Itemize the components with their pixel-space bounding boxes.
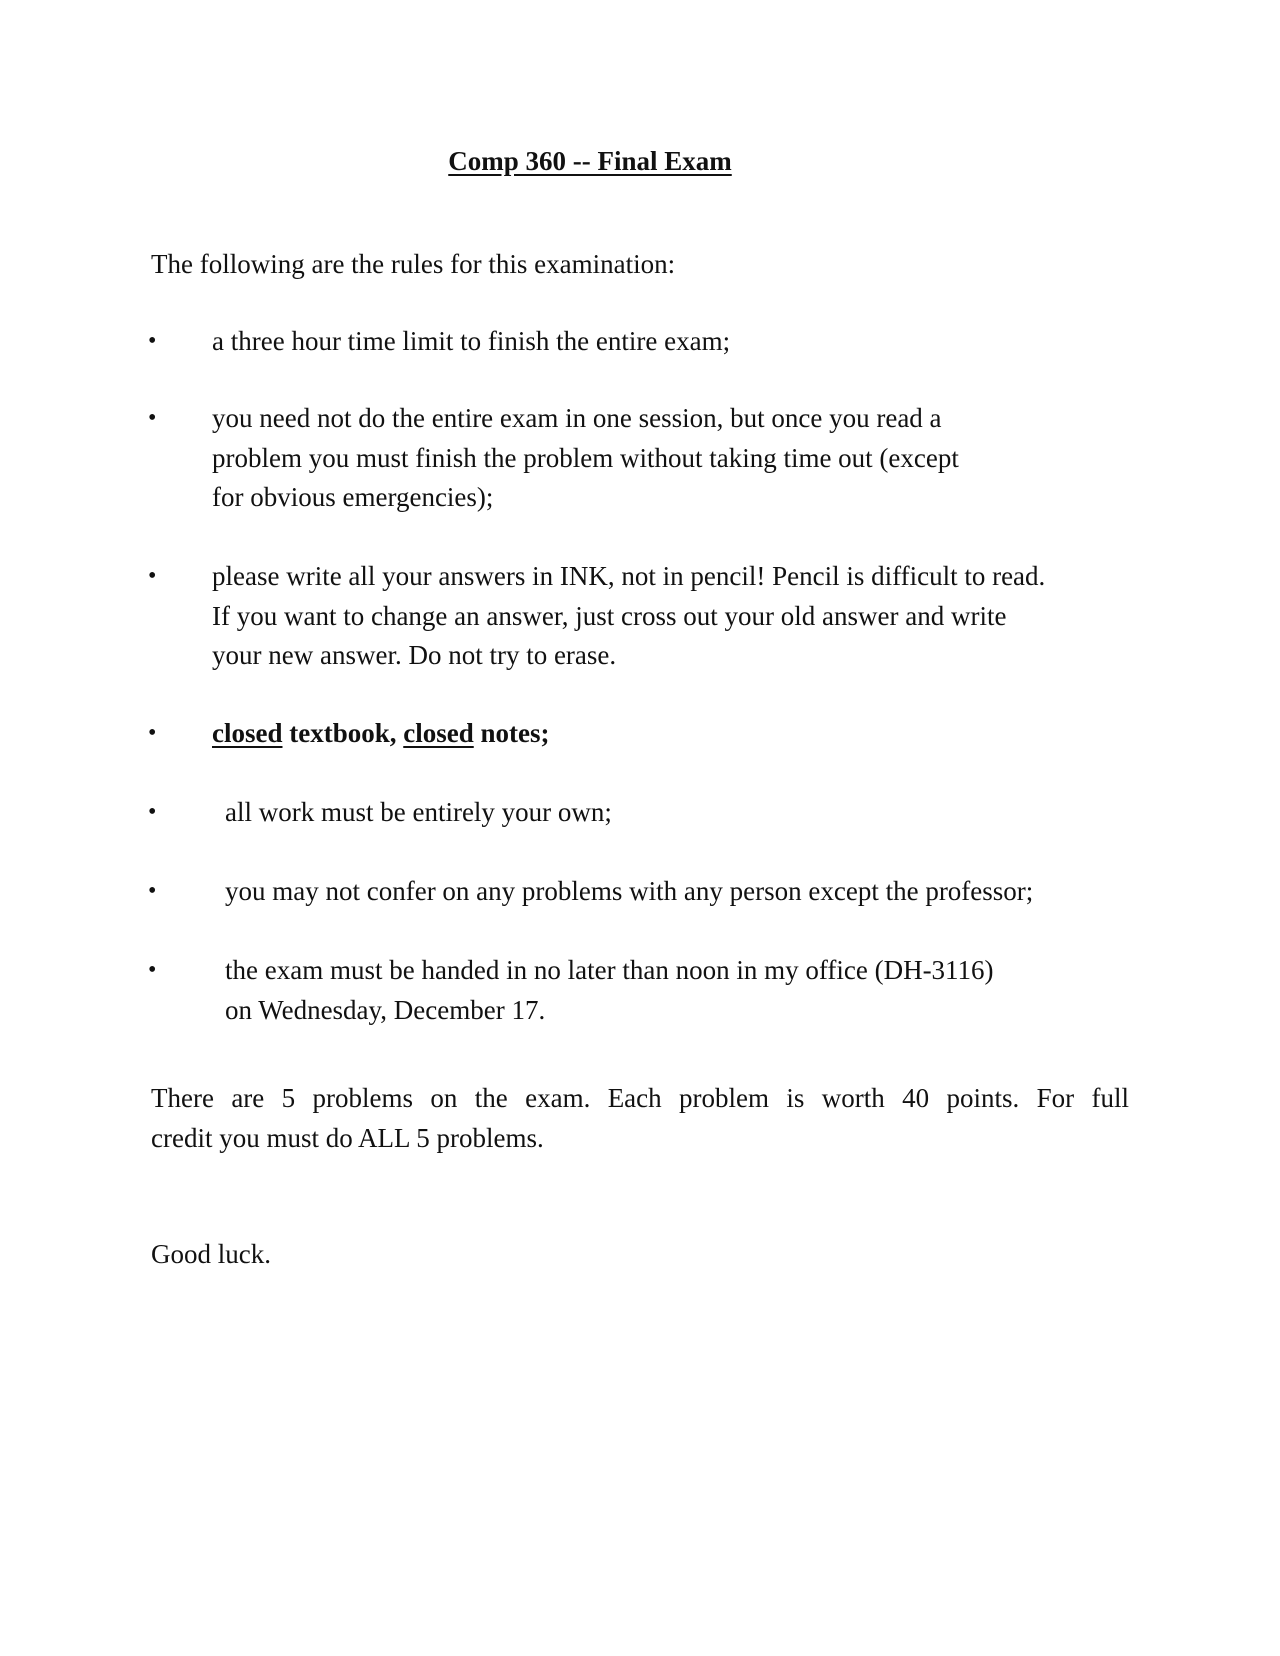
rule-line: for obvious emergencies);	[212, 482, 494, 512]
rule-line: the exam must be handed in no later than noon in my office (DH-3116)	[225, 955, 994, 985]
rule-text	[212, 322, 730, 362]
rule-text	[212, 557, 1045, 676]
page-title: Comp 360 -- Final Exam	[448, 146, 732, 176]
rule-text	[225, 793, 612, 833]
bullet-icon: •	[148, 405, 157, 431]
bullet-icon: •	[148, 878, 157, 904]
bullet-icon: •	[148, 328, 157, 354]
bullet-icon: •	[148, 957, 157, 983]
rule-line: you may not confer on any problems with any person except the professor;	[225, 876, 1034, 906]
closing-text: Good luck.	[151, 1239, 271, 1269]
summary-paragraph	[151, 1079, 1129, 1158]
rule-line: your new answer. Do not try to erase.	[212, 640, 617, 670]
intro-text: The following are the rules for this examination:	[151, 249, 676, 279]
rule-line: problem you must finish the problem without taking time out (except	[212, 442, 959, 473]
summary-line: credit you must do ALL 5 problems.	[151, 1122, 544, 1153]
rule-line: all work must be entirely your own;	[225, 797, 612, 827]
bullet-icon: •	[148, 563, 157, 589]
rule-text-part: notes;	[473, 718, 550, 748]
rule-text	[225, 951, 994, 1030]
bullet-icon: •	[148, 720, 157, 746]
rule-line: please write all your answers in INK, not in pencil! Pencil is difficult to read.	[212, 561, 1046, 591]
rule-line: If you want to change an answer, just cross out your old answer and write	[212, 600, 1007, 631]
closed-word: closed	[403, 718, 474, 748]
rule-text	[212, 714, 550, 754]
summary-line: There are 5 problems on the exam. Each problem is worth 40 points. For full	[151, 1083, 1129, 1113]
rule-line: a three hour time limit to finish the entire exam;	[212, 326, 731, 356]
rule-line: you need not do the entire exam in one session, but once you read a	[212, 403, 942, 433]
rule-text	[212, 399, 959, 518]
bullet-icon: •	[148, 799, 157, 825]
rule-text	[225, 872, 1033, 912]
rule-line: on Wednesday, December 17.	[225, 994, 546, 1025]
rule-text-part: textbook,	[282, 718, 404, 748]
closed-word: closed	[212, 718, 283, 748]
